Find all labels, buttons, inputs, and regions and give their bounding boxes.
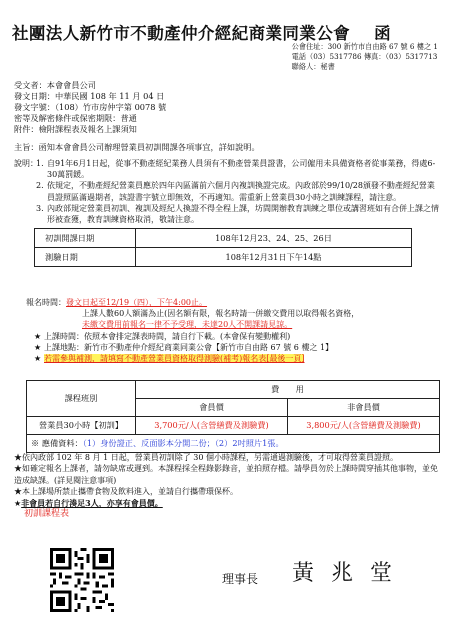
note-item: ★如確定報名上課者，請勿缺席或遲到。本課程採全程錄影錄音，並拍照存檔。請學員勿於上課時間穿插其他事物，並免造成缺課。(詳見閱注意事項) [14, 464, 438, 485]
meta-date: 發文日期：中華民國 108 年 11 月 04 日 [14, 91, 165, 101]
schedule-label: 測驗日期 [35, 248, 136, 267]
fee-header-member: 會員價 [136, 399, 288, 417]
document-title: 社團法人新竹市不動產仲介經紀商業同業公會 函 [12, 24, 392, 43]
document-meta [14, 80, 166, 135]
contact-block [292, 42, 438, 72]
registration-warning: 未繳交費用前報名一律不予受理，未達20人不開課請見諒。 [82, 320, 293, 330]
schedule-value: 108年12月23、24、25、26日 [136, 229, 412, 248]
note-item: ★依內政部 102 年 8 月 1 日起，營業員初訓除了 30 個小時課程，另需通過測驗後，才可取得營業員證照。 [14, 453, 398, 462]
explanation-item: 2. 依規定，不動產經紀營業員應於四年內區滿前六個月內複訓換證完成。內政部於99/10/28頒發不動產經紀營業員證照區滿過期者，該證書字號立即無效，不再適知。需重新上營業員30小時之訓練課程，請注意。 [36, 181, 435, 202]
contact-person: 聯絡人：秘書 [291, 62, 335, 71]
signature-name: 黃 兆 堂 [292, 561, 397, 586]
schedule-table [34, 228, 412, 267]
fee-header-course: 課程班別 [27, 381, 136, 417]
fee-required-docs: ※ 應備資料：（1）身份證正、反面影本分開二份；（2）2吋照片1張。 [27, 435, 440, 453]
table-row [35, 229, 412, 248]
meta-recipient: 受文者：本會會員公司 [14, 80, 96, 90]
note-item: ★本上課場所禁止攜帶食物及飲料進入，並請自行攜帶環保杯。 [14, 487, 238, 497]
fee-header-nonmember: 非會員價 [288, 399, 440, 417]
schedule-label: 初訓開課日期 [35, 229, 136, 248]
star-icon: ★ [34, 331, 42, 341]
meta-security: 密等及解密條件或保密期限：普通 [14, 113, 137, 123]
signature-title: 理事長 [222, 572, 259, 586]
contact-phone: 電話（03）5317786 傳真：（03）5317713 [291, 52, 438, 61]
course-schedule-link[interactable]: 初訓課程表 [24, 509, 70, 520]
fee-table [26, 380, 440, 453]
notes-section [14, 452, 444, 520]
star-icon: ★ [34, 342, 42, 352]
registration-time: ★ 上課時間：依照本會排定課表時間，請自行下載。(本會保有變動權利) [34, 331, 291, 341]
schedule-value: 108年12月31日下午14點 [136, 248, 412, 267]
table-row [27, 417, 440, 435]
fee-nonmember-price: 3,800元/人(含營繕費及測驗費) [288, 417, 440, 435]
registration-period: 報名時間：發文日起至12/19（四），下午4:00止。 [26, 298, 208, 307]
table-row [27, 381, 440, 399]
registration-retest: ★ 若需參與補測，請填寫不動產營業員資格取得測驗(補考)報名表[最後一頁] [34, 354, 305, 364]
table-row [35, 248, 412, 267]
star-icon: ★ [14, 498, 22, 508]
table-row [27, 435, 440, 453]
explanation-item: 3. 內政部規定營業員初訓、複訓及經紀人換證不得全程上課，坊間開辦教育訓練之單位或講習班如有合併上課之情形被查獲，教育訓練資格取消，敬請注意。 [36, 203, 439, 225]
explanation-section [14, 158, 442, 225]
explanation-label: 說明： [14, 159, 38, 168]
fee-member-price: 3,700元/人(含營繕費及測驗費) [136, 417, 288, 435]
qr-code-icon[interactable] [50, 548, 114, 612]
meta-attachment: 附件：檢附課程表及報名上課須知 [14, 124, 137, 134]
star-icon: ★ [14, 453, 22, 462]
registration-section [26, 297, 446, 364]
star-icon: ★ [14, 464, 22, 474]
meta-number: 發文字號：（108）竹市房仲字第 0078 號 [14, 102, 167, 112]
subject-line: 主旨：函知本會會員公司辦理營業員初訓開課各項事宜，詳如說明。 [14, 142, 260, 152]
registration-capacity: 上課人數60人額滿為止(因名額有限，報名時請一併繳交費用以取得報名資格， [82, 309, 360, 319]
star-icon: ★ [34, 354, 42, 364]
document-type: 函 [374, 24, 392, 43]
explanation-item: 說明： 1. 自91年6月1日起，從事不動產經紀業務人員須有不動產營業員證書，公司僱用未具備資格者從事業務，得處6-30萬罰鍰。 [14, 159, 436, 180]
note-item: ★非會員若自行湊足3人，亦享有會員價。 [14, 497, 163, 508]
fee-header: 費 用 [136, 381, 440, 399]
registration-location: ★ 上課地點：新竹市不動產仲介經紀商業同業公會【新竹市自由路 67 號 6 樓之 1】 [34, 342, 334, 352]
fee-course: 營業員30小時【初訓】 [27, 417, 136, 435]
contact-address: 公會住址：300 新竹市自由路 67 號 6 樓之 1 [291, 42, 438, 51]
star-icon: ★ [14, 487, 22, 497]
